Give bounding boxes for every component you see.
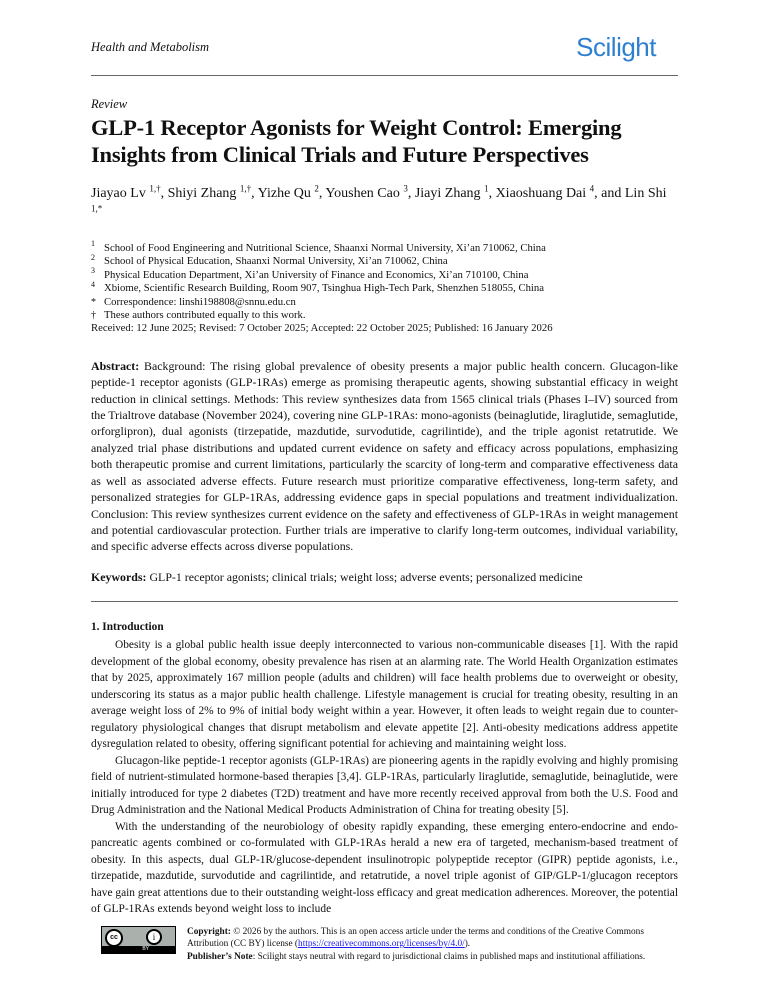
author: Lin Shi $^{1,*}$ — [91, 186, 667, 214]
affiliations — [91, 239, 678, 336]
article-type: Review — [91, 97, 128, 111]
correspondence: * Correspondence: linshi198808@snnu.edu.cn — [91, 295, 296, 308]
header-divider — [91, 75, 678, 76]
by-label: BY — [102, 946, 175, 953]
cc-by-license-badge[interactable] — [101, 926, 176, 954]
keywords: Keywords: GLP-1 receptor agonists; clinical trials; weight loss; adverse events; personalized medicine — [91, 569, 583, 584]
author: Shiyi Zhang $^{1,\dagger}$ — [167, 183, 252, 201]
introduction-body — [91, 637, 678, 918]
author-list: Jiayao Lv $^{1,\dagger}$, Shiyi Zhang $^{1,\dagger}$, Yizhe Qu $^2$, Youshen Cao $^3$, Jiayi Zhang $^1$, Xiaoshuang Dai $^4$, and Lin Shi $^{1,*}$ — [91, 184, 678, 224]
paragraph: Obesity is a global public health issue deeply interconnected to various non-communicable diseases [1]. With the rapid development of the global economy, obesity prevalence has risen at an alarming rate. The World Health Organization estimates that by 2025, approximately 167 million people (adults and children) will face health problems due to overweight or obesity, underscoring its status as a major public health challenge. Lifestyle management is crucial for treating obesity, resulting in an average weight loss of 2% to 9% of initial body weight within a year. However, it often leads to weight regain due to counter-regulatory physiological changes that disrupt metabolism and elevate appetite [2]. Anti-obesity medications address appetite dysregulation related to obesity, offering significant potential for achieving and maintaining weight loss. — [91, 639, 678, 751]
journal-name: Health and Metabolism — [91, 40, 210, 54]
author: Youshen Cao $^3$ — [325, 183, 408, 201]
attribution-person-icon: i — [146, 929, 162, 945]
article-title: GLP-1 Receptor Agonists for Weight Control: Emerging Insights from Clinical Trials and Future Perspectives — [91, 115, 622, 167]
article-dates: Received: 12 June 2025; Revised: 7 October 2025; Accepted: 22 October 2025; Published: 16 January 2026 — [91, 322, 553, 335]
equal-contribution-note: † These authors contributed equally to this work. — [91, 309, 306, 322]
footer-row — [91, 926, 678, 964]
cc-icon: cc — [105, 929, 123, 947]
author: Xiaoshuang Dai $^4$ — [495, 183, 595, 201]
running-header — [91, 32, 678, 75]
paragraph: With the understanding of the neurobiology of obesity rapidly expanding, these emerging entero-endocrine and endo-pancreatic agents combined or co-formulated with GLP-1RAs herald a new era of targeted, mechanism-based treatment of obesity. In this aspects, dual GLP-1R/glucose-dependent insulinotropic polypeptide receptor (GIPR) peptide agonists, i.e., tirzepatide, mazdutide, survodutide and cagrilintide, and retatrutide, a novel triple agonist of GIP/GLP-1/glucagon receptors have gain great attentions due to their outstanding weight-loss efficacy and great medication adherences. Moreover, the potential of GLP-1RAs extends beyond weight loss to include — [91, 820, 678, 916]
affiliation: $^3$ Physical Education Department, Xi’an University of Finance and Economics, Xi’an 710100, China — [91, 266, 529, 281]
author: Jiayi Zhang $^1$ — [414, 183, 489, 201]
author: Yizhe Qu $^2$ — [257, 183, 319, 201]
author: Jiayao Lv $^{1,\dagger}$ — [91, 183, 161, 201]
copyright-footer: Copyright: © 2026 by the authors. This is an open access article under the terms and conditions of the Creative Commons Attribution (CC BY) license (https://creativecommons.org/licenses/by/4.0/). Publisher’s Note: Scilight stays neutral with regard to jurisdictional claims in published maps and institutional affiliations. — [187, 926, 646, 962]
section-heading: 1. Introduction — [91, 621, 164, 634]
abstract: Abstract: Background: The rising global prevalence of obesity presents a major public health concern. Glucagon-like peptide-1 receptor agonists (GLP-1RAs) emerge as promising therapeutic agents, showing substantial efficacy in weight reduction in clinical settings. Methods: This review synthesizes data from 1565 clinical trials (Phases I–IV) sourced from the Trialtrove database (November 2024), covering nine GLP-1RAs: mono-agonists (beinaglutide, liraglutide, semaglutide, orforglipron), dual agonists (tirzepatide, mazdutide, survodutide, cagrilintide), and the triple agonist retatrutide. We analyzed trial phase distributions and updated current evidence on safety and efficacy across populations, emphasizing both therapeutic promise and current limitations, particularly the scarcity of long-term and comparative effectiveness data as well as associated adverse effects. Future research must prioritize comparative effectiveness, long-term safety, and personalized strategies for GLP-1RAs, addressing evidence gaps in special populations and treatment individualization. Conclusion: This review synthesizes current evidence on the safety and effectiveness of GLP-1RAs in weight management and potential cardiovascular protection. Further trials are imperative to clarify long-term outcomes, individual variability, and specific adverse effects across diverse populations. — [91, 358, 678, 554]
license-link[interactable]: https://creativecommons.org/licenses/by/4.0/ — [298, 939, 465, 950]
affiliation: $^4$ Xbiome, Scientific Research Building, Room 907, Tsinghua High-Tech Park, Shenzhen 518055, China — [91, 279, 544, 295]
affiliation: $^2$ School of Physical Education, Shaanxi Normal University, Xi’an 710062, China — [91, 252, 448, 268]
abstract-divider — [91, 601, 678, 602]
scilight-logo: Scilight — [576, 32, 656, 62]
paragraph: Glucagon-like peptide-1 receptor agonists (GLP-1RAs) are pioneering agents in the rapidly evolving and highly promising field of nutrient-stimulated hormone-based therapies [3,4]. GLP-1RAs, particularly liraglutide, semaglutide, beinaglutide, were initially introduced for type 2 diabetes (T2D) treatment and have more recently received approval from both the U.S. Food and Drug Administration and the National Medical Products Administration of China for treating obesity [5]. — [91, 754, 678, 817]
affiliation: $^1$ School of Food Engineering and Nutritional Science, Shaanxi Normal University, Xi’an 710062, China — [91, 239, 546, 254]
